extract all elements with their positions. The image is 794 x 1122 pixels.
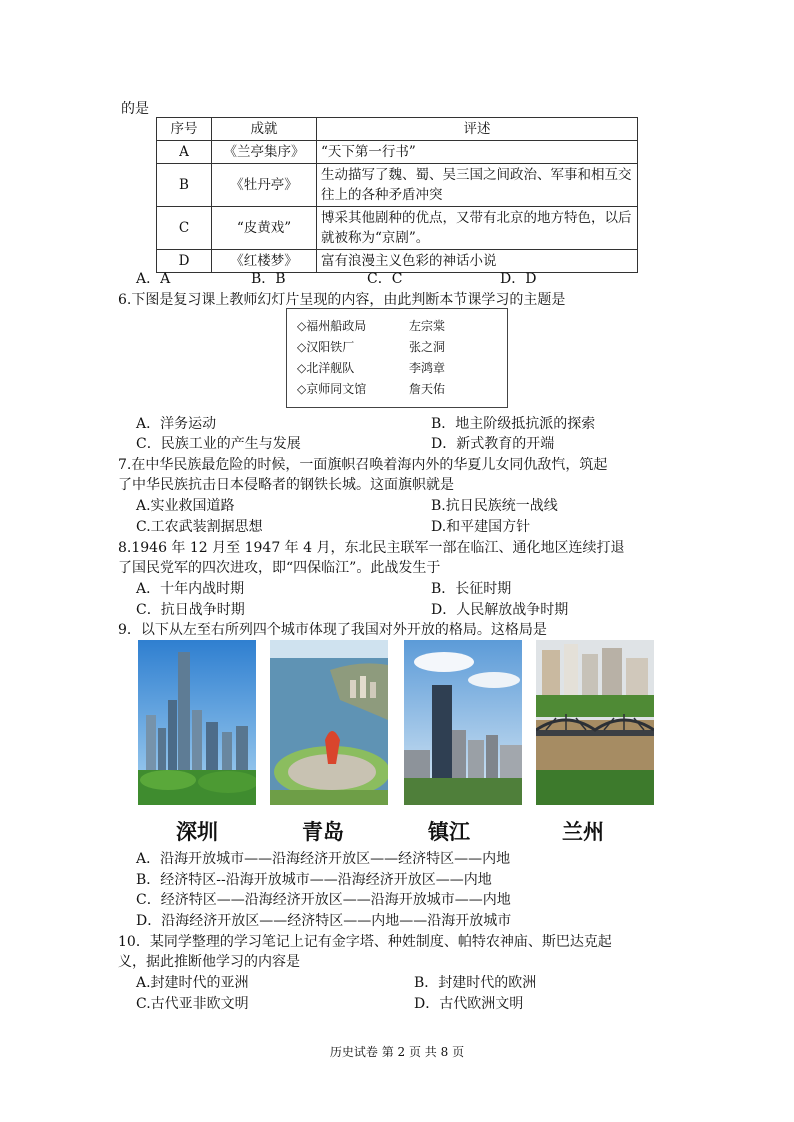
question-stem: 了中华民族抗击日本侵略者的钢铁长城。这面旗帜就是: [118, 477, 454, 493]
option-c[interactable]: C.工农武装割据思想: [136, 519, 263, 535]
city-photo-shenzhen: [138, 640, 256, 805]
option-b[interactable]: B.抗日民族统一战线: [431, 498, 558, 514]
question-stem: 7.在中华民族最危险的时候，一面旗帜召唤着海内外的华夏儿女同仇敌忾，筑起: [118, 457, 608, 473]
table-cell: 《兰亭集序》: [212, 141, 317, 164]
option-a[interactable]: A．沿海开放城市——沿海经济开放区——经济特区——内地: [136, 851, 511, 867]
option-b[interactable]: B．经济特区--沿海开放城市——沿海经济开放区——内地: [136, 872, 492, 888]
table-cell: 生动描写了魏、蜀、吴三国之间政治、军事和相互交往上的各种矛盾冲突: [317, 164, 638, 207]
option-c[interactable]: C.古代亚非欧文明: [136, 996, 249, 1012]
table-cell: A: [157, 141, 212, 164]
table-cell: 《红楼梦》: [212, 250, 317, 273]
page-footer: 历史试卷 第 2 页 共 8 页: [329, 1045, 465, 1059]
option-d[interactable]: D．古代欧洲文明: [414, 996, 524, 1012]
option-b[interactable]: B．地主阶级抵抗派的探索: [431, 416, 596, 432]
question-stem: 的是: [121, 101, 149, 117]
table-cell: D: [157, 250, 212, 273]
table-row: [157, 164, 638, 207]
table-row: [157, 207, 638, 250]
option-c[interactable]: C．民族工业的产生与发展: [136, 436, 301, 452]
table-header: 成就: [212, 118, 317, 141]
question-stem: 9．以下从左至右所列四个城市体现了我国对外开放的格局。这格局是: [118, 622, 547, 638]
slide-person: 张之洞: [409, 340, 446, 354]
city-caption: 深圳: [176, 820, 218, 844]
table-cell: 《牡丹亭》: [212, 164, 317, 207]
table-header: 评述: [317, 118, 638, 141]
city-photo-lanzhou: [536, 640, 654, 805]
option-b[interactable]: B．B: [251, 271, 286, 287]
option-b[interactable]: B．长征时期: [431, 581, 512, 597]
slide-person: 詹天佑: [409, 382, 446, 396]
option-d[interactable]: D．沿海经济开放区——经济特区——内地——沿海开放城市: [136, 913, 512, 929]
question-stem: 8.1946 年 12 月至 1947 年 4 月，东北民主联军一部在临江、通化地区连续打退: [118, 540, 625, 556]
slide-box: [286, 308, 508, 408]
slide-item: ◇北洋舰队: [297, 361, 355, 375]
question-stem: 10．某同学整理的学习笔记上记有金字塔、种姓制度、帕特农神庙、斯巴达克起: [118, 934, 612, 950]
option-a[interactable]: A．洋务运动: [136, 416, 217, 432]
city-photo-zhenjiang: [404, 640, 522, 805]
question-stem: 了国民党军的四次进攻，即“四保临江”。此战发生于: [118, 560, 441, 576]
table-cell: “皮黄戏”: [212, 207, 317, 250]
question-stem: 6.下图是复习课上教师幻灯片呈现的内容，由此判断本节课学习的主题是: [118, 292, 566, 308]
slide-person: 李鸿章: [409, 361, 446, 375]
table-cell: C: [157, 207, 212, 250]
table-cell: 富有浪漫主义色彩的神话小说: [317, 250, 638, 273]
option-a[interactable]: A．十年内战时期: [136, 581, 245, 597]
slide-item: ◇福州船政局: [297, 319, 367, 333]
slide-item: ◇京师同文馆: [297, 382, 367, 396]
question-stem: 义，据此推断他学习的内容是: [118, 954, 300, 970]
option-b[interactable]: B．封建时代的欧洲: [414, 975, 537, 991]
table-cell: B: [157, 164, 212, 207]
table-header: 序号: [157, 118, 212, 141]
table-cell: 博采其他剧种的优点，又带有北京的地方特色，以后就被称为“京剧”。: [317, 207, 638, 250]
city-caption: 兰州: [562, 820, 604, 844]
option-d[interactable]: D.和平建国方针: [431, 519, 531, 535]
option-d[interactable]: D．D: [500, 271, 537, 287]
slide-item: ◇汉阳铁厂: [297, 340, 355, 354]
table-cell: “天下第一行书”: [317, 141, 638, 164]
option-c[interactable]: C．抗日战争时期: [136, 602, 245, 618]
option-c[interactable]: C．C: [367, 271, 403, 287]
table-header-row: [157, 118, 638, 141]
achievements-table: [156, 117, 638, 273]
slide-person: 左宗棠: [409, 319, 446, 333]
option-a[interactable]: A.封建时代的亚洲: [136, 975, 249, 991]
city-caption: 青岛: [302, 820, 344, 844]
option-a[interactable]: A.实业救国道路: [136, 498, 235, 514]
city-caption: 镇江: [428, 820, 470, 844]
option-d[interactable]: D．新式教育的开端: [431, 436, 555, 452]
option-a[interactable]: A．A: [136, 271, 171, 287]
city-photo-qingdao: [270, 640, 388, 805]
option-d[interactable]: D．人民解放战争时期: [431, 602, 569, 618]
option-c[interactable]: C．经济特区——沿海经济开放区——沿海开放城市——内地: [136, 892, 511, 908]
table-row: [157, 141, 638, 164]
